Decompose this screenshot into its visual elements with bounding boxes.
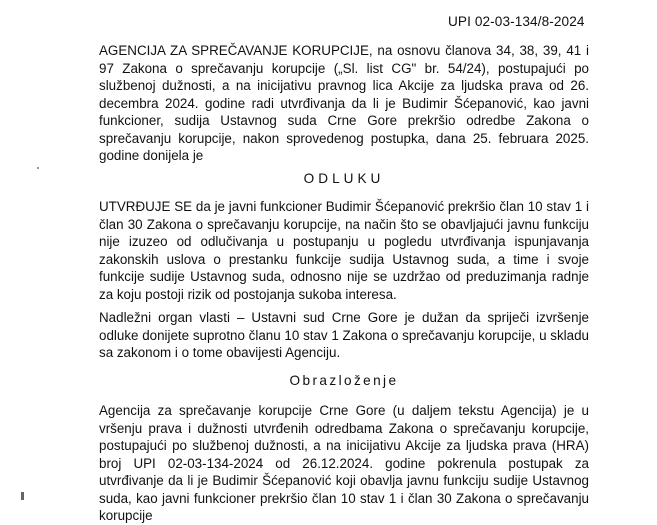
- reasoning-heading: Obrazloženje: [289, 373, 399, 388]
- intro-paragraph: AGENCIJA ZA SPREČAVANJE KORUPCIJE, na osnovu članova 34, 38, 39, 41 i 97 Zakona o sprečavanju korupcije („Sl. list CG" br. 54/24), postupajući po službenoj dužnosti, a na inicijativu pravnog lica Akcije za ljudska prava od 26. decembra 2024. godine radi utvrđivanja da li je Budimir Šćepanović, kao javni funkcioner, sudija Ustavnog suda Crne Gore prekršio odredbe Zakona o sprečavanju korupcije, nakon sprovedenog postupka, dana 25. februara 2025. godine donijela je: [99, 43, 589, 163]
- decision-heading: ODLUKU: [303, 171, 385, 186]
- cut-off-header-line: [250, 0, 470, 2]
- decision-paragraph-2: Nadležni organ vlasti – Ustavni sud Crne Gore je dužan da spriječi izvršenje odluke donijete suprotno članu 10 stav 1 Zakona o sprečavanju korupcije, u skladu sa zakonom i o tome obavijesti Agenciju.: [99, 310, 589, 360]
- reasoning-paragraph: Agencija za sprečavanje korupcije Crne Gore (u daljem tekstu Agencija) je u vršenju prava i dužnosti utvrđenih odredbama Zakona o sprečavanju korupcije, postupajući po službenoj dužnosti, a na inicijativu Akcije za ljudska prava (HRA) broj UPI 02-03-134-2024 od 26.12.2024. godine pokrenula postupak za utvrđivanje da li je Budimir Šćepanović koji obavlja javnu funkciju sudije Ustavnog suda, kao javni funkcioner prekršio član 10 stav 1 i član 30 Zakona o sprečavanju korupcije: [99, 403, 589, 523]
- margin-mark: [21, 492, 24, 500]
- decision-paragraph-1: UTVRĐUJE SE da je javni funkcioner Budimir Šćepanović prekršio član 10 stav 1 i član 30 Zakona o sprečavanju korupcije, na način što se obavljajući javnu funkciju nije izuzeo od odlučivanja u postupanju u pogledu utvrđivanja ispunjavanja zakonskih uslova o prestanku funkcije sudija Ustavnog suda, a time i svoje funkcije sudije Ustavnog suda, odnosno nije se uzdržao od preduzimanja radnje za koju postoji rizik od postojanja sukoba interesa.: [99, 199, 589, 302]
- margin-dot: [37, 167, 39, 169]
- reference-number: UPI 02-03-134/8-2024: [448, 14, 585, 29]
